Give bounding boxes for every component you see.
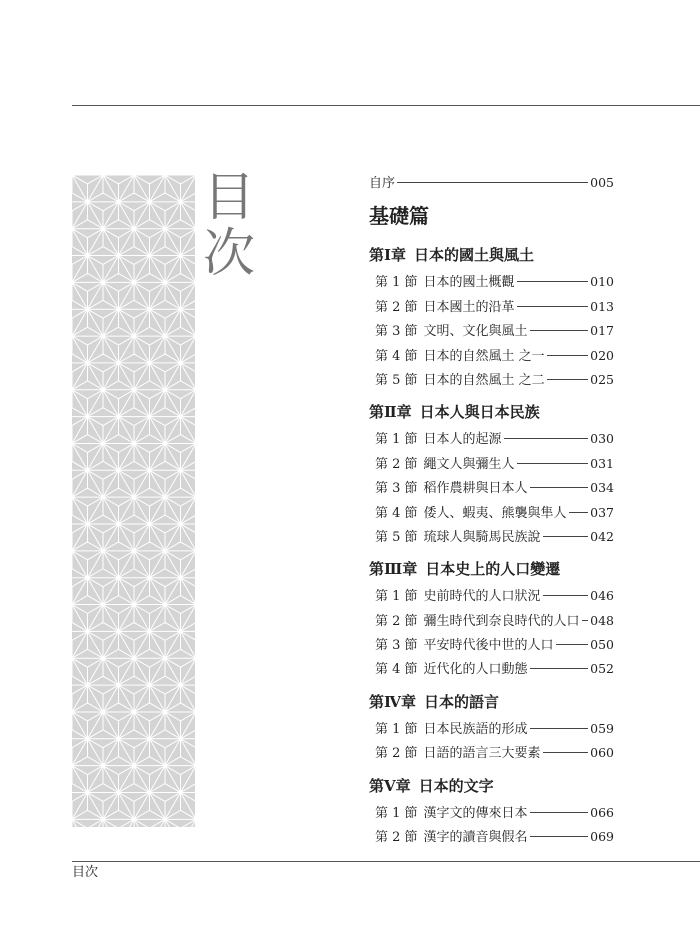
toc-section-number: 第 5 節 — [375, 372, 418, 388]
toc-chapter-number: 第Ⅴ章 — [369, 776, 411, 795]
toc-chapter-list — [369, 241, 614, 849]
toc-section-title: 倭人、蝦夷、熊襲與隼人 — [423, 505, 567, 521]
toc-leader — [530, 812, 589, 813]
toc-section-title: 稻作農耕與日本人 — [423, 481, 528, 497]
toc-section-entry[interactable] — [369, 609, 614, 633]
toc-leader — [517, 306, 589, 307]
toc-chapter-label: 日本的國土與風土 — [414, 246, 535, 265]
toc-section-title: 平安時代後中世的人口 — [423, 638, 554, 654]
toc-section-number: 第 2 節 — [375, 613, 418, 629]
toc-section-page: 059 — [590, 720, 614, 736]
toc-section-page: 034 — [590, 480, 614, 496]
toc-section-entry[interactable] — [369, 633, 614, 657]
toc-chapter-number: 第Ⅲ章 — [369, 560, 418, 579]
toc-leader — [556, 644, 589, 645]
toc-section-page: 025 — [590, 371, 614, 387]
toc-section-entry[interactable] — [369, 319, 614, 343]
toc-section-number: 第 1 節 — [375, 275, 418, 291]
toc-chapter-number: 第Ⅰ章 — [369, 246, 407, 265]
toc-section-entry[interactable] — [369, 295, 614, 319]
toc-leader — [547, 379, 588, 380]
toc-section-number: 第 5 節 — [375, 529, 418, 545]
asanoha-pattern-panel — [72, 175, 195, 827]
toc-section-entry[interactable] — [369, 452, 614, 476]
toc-leader — [530, 836, 589, 837]
toc-section-page: 046 — [590, 588, 614, 604]
asanoha-pattern-lines — [72, 175, 195, 827]
toc-chapter-label: 日本的文字 — [418, 776, 494, 795]
toc-section-entry[interactable] — [369, 476, 614, 500]
toc-chapter-label: 日本人與日本民族 — [419, 403, 540, 422]
toc-chapter-label: 日本史上的人口變遷 — [425, 560, 561, 579]
toc-section-page: 060 — [590, 745, 614, 761]
toc-section-title: 日本人的起源 — [423, 432, 502, 448]
toc-section-entry[interactable] — [369, 501, 614, 525]
toc-leader — [517, 281, 589, 282]
toc-section-number: 第 3 節 — [375, 324, 418, 340]
top-rule — [72, 105, 700, 106]
page-heading-char-2: 次 — [203, 224, 256, 284]
page-heading — [203, 170, 263, 282]
toc-section-number: 第 2 節 — [375, 299, 418, 315]
toc-section-title: 漢字文的傳來日本 — [423, 805, 528, 821]
toc-section-entry[interactable] — [369, 427, 614, 451]
toc-chapter-number: 第Ⅳ章 — [369, 692, 417, 711]
toc-leader — [504, 438, 589, 439]
toc-section-number: 第 2 節 — [375, 830, 418, 846]
toc-leader — [543, 536, 589, 537]
toc-section-title: 文明、文化與風土 — [423, 324, 528, 340]
toc-section-number: 第 4 節 — [375, 348, 418, 364]
toc-section-title: 日本的自然風土 之二 — [423, 372, 545, 388]
toc-section-page: 017 — [590, 323, 614, 339]
toc-part-title: 基礎篇 — [369, 204, 429, 229]
toc-section-number: 第 4 節 — [375, 505, 418, 521]
toc-section-number: 第 4 節 — [375, 662, 418, 678]
toc-section-page: 048 — [590, 612, 614, 628]
toc-section-page: 042 — [590, 528, 614, 544]
toc-preface-title: 自序 — [369, 176, 396, 191]
toc-chapter-title[interactable] — [369, 772, 614, 801]
toc-section-page: 037 — [590, 504, 614, 520]
toc-leader — [530, 668, 589, 669]
toc-chapter-title[interactable] — [369, 555, 614, 584]
toc-section-page: 031 — [590, 455, 614, 471]
toc-section-entry[interactable] — [369, 584, 614, 608]
toc-preface-entry[interactable] — [369, 171, 614, 195]
toc-section-page: 010 — [590, 274, 614, 290]
toc-leader — [530, 330, 589, 331]
toc-section-entry[interactable] — [369, 825, 614, 849]
toc-section-title: 日本民族語的形成 — [423, 721, 528, 737]
toc-section-entry[interactable] — [369, 270, 614, 294]
toc-section-number: 第 1 節 — [375, 432, 418, 448]
toc-section-number: 第 1 節 — [375, 721, 418, 737]
toc-leader — [517, 463, 589, 464]
toc-section-number: 第 2 節 — [375, 746, 418, 762]
toc-section-number: 第 3 節 — [375, 481, 418, 497]
toc-section-title: 琉球人與騎馬民族說 — [423, 529, 541, 545]
toc-leader — [530, 487, 589, 488]
toc-leader — [569, 512, 589, 513]
toc-section-entry[interactable] — [369, 368, 614, 392]
toc-section-entry[interactable] — [369, 344, 614, 368]
toc-section-title: 近代化的人口動態 — [423, 662, 528, 678]
toc-section-entry[interactable] — [369, 741, 614, 765]
toc-chapter-label: 日本的語言 — [424, 692, 500, 711]
toc-section-number: 第 2 節 — [375, 456, 418, 472]
toc-chapter-title[interactable] — [369, 688, 614, 717]
toc-section-title: 日本的國土概觀 — [423, 275, 515, 291]
toc-leader — [543, 595, 589, 596]
bottom-rule — [72, 861, 700, 862]
toc-section-title: 繩文人與彌生人 — [423, 456, 515, 472]
toc-section-page: 030 — [590, 431, 614, 447]
toc-section-entry[interactable] — [369, 801, 614, 825]
toc-leader — [547, 355, 588, 356]
toc-leader — [397, 182, 588, 183]
toc-section-page: 066 — [590, 804, 614, 820]
toc-section-page: 052 — [590, 661, 614, 677]
toc-preface-page: 005 — [590, 175, 614, 190]
toc-section-title: 日語的語言三大要素 — [423, 746, 541, 762]
toc-section-entry[interactable] — [369, 717, 614, 741]
toc-leader — [543, 752, 589, 753]
toc-section-page: 013 — [590, 298, 614, 314]
page-heading-char-1: 目 — [203, 168, 256, 228]
toc-section-number: 第 1 節 — [375, 805, 418, 821]
toc-leader — [582, 620, 589, 621]
toc-section-number: 第 1 節 — [375, 589, 418, 605]
asanoha-pattern-graphic — [72, 175, 195, 827]
toc-leader — [530, 728, 589, 729]
toc-section-page: 069 — [590, 829, 614, 845]
toc-section-title: 漢字的讀音與假名 — [423, 830, 528, 846]
toc-chapter-number: 第Ⅱ章 — [369, 403, 412, 422]
table-of-contents — [369, 171, 614, 849]
toc-chapter-title[interactable] — [369, 398, 614, 427]
toc-section-title: 日本國土的沿革 — [423, 299, 515, 315]
toc-section-number: 第 3 節 — [375, 638, 418, 654]
toc-section-entry[interactable] — [369, 525, 614, 549]
footer-label: 目次 — [72, 865, 99, 880]
toc-section-title: 日本的自然風土 之一 — [423, 348, 545, 364]
toc-section-page: 020 — [590, 347, 614, 363]
toc-section-page: 050 — [590, 637, 614, 653]
toc-section-title: 彌生時代到奈良時代的人口 — [423, 613, 580, 629]
toc-chapter-title[interactable] — [369, 241, 614, 270]
toc-section-title: 史前時代的人口狀況 — [423, 589, 541, 605]
toc-section-entry[interactable] — [369, 657, 614, 681]
